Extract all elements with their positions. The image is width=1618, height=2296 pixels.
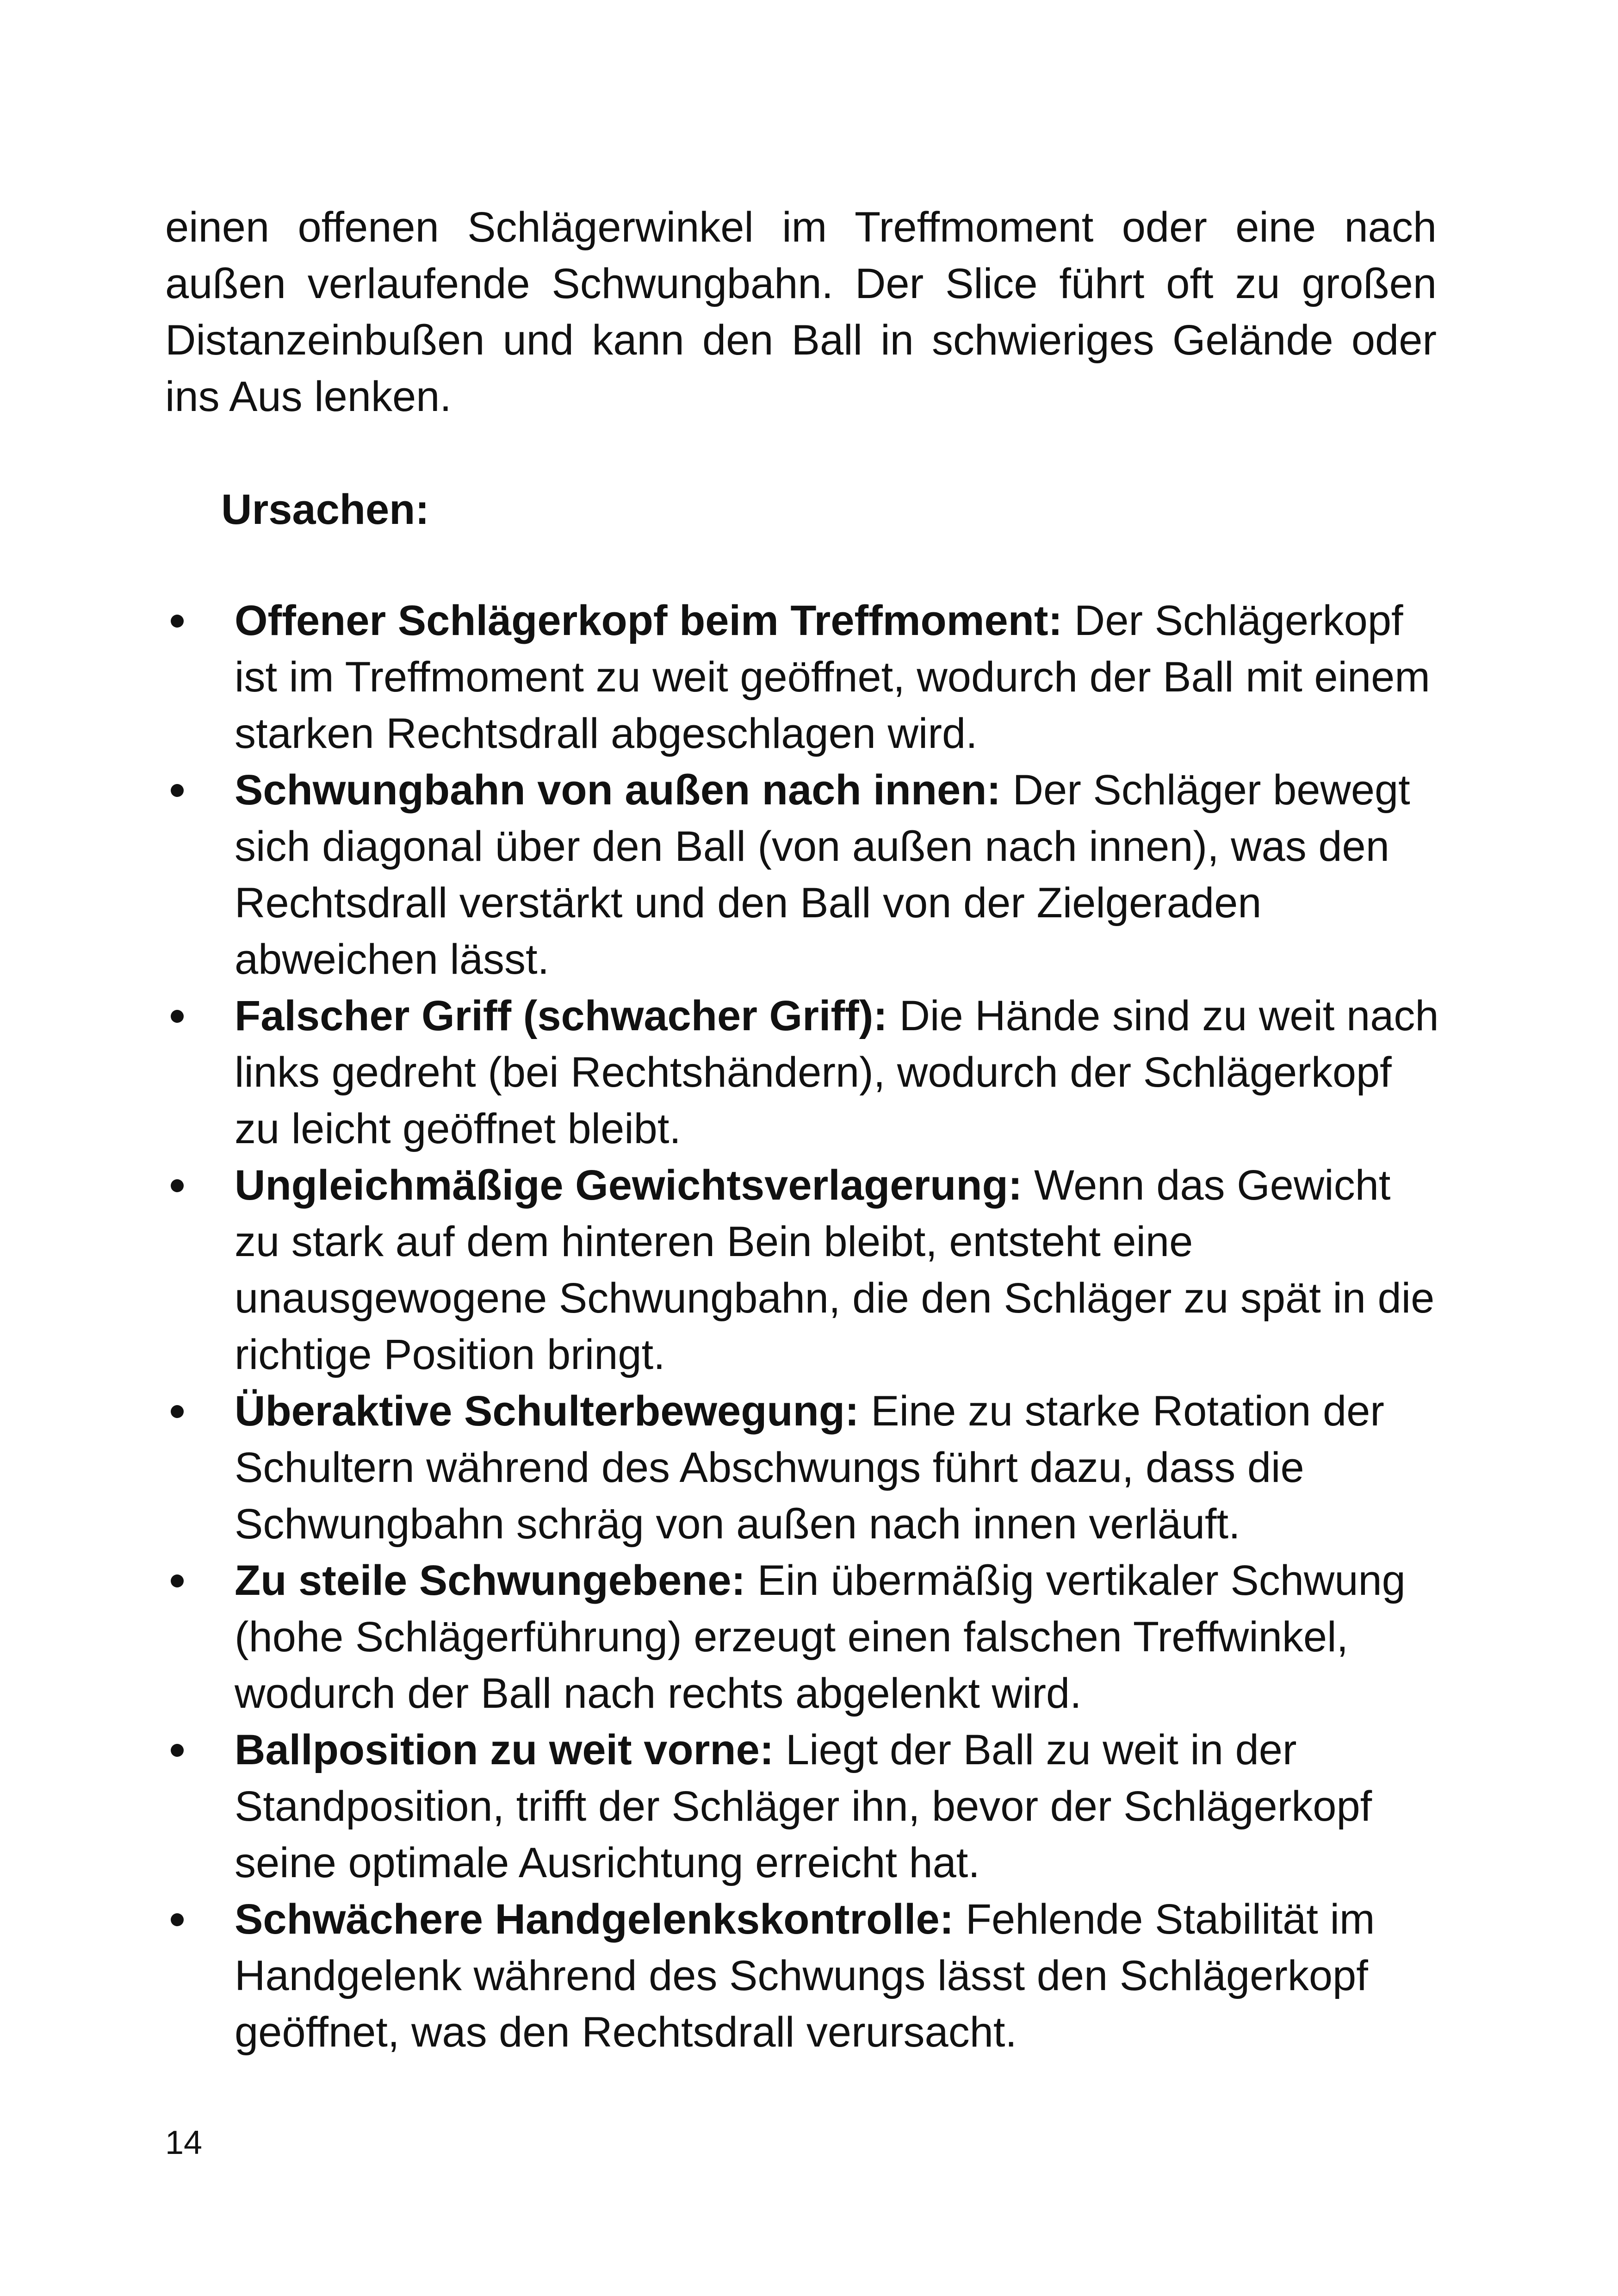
bullet-icon: [171, 1010, 184, 1023]
bullet-icon: [171, 1405, 184, 1418]
cause-title: Zu steile Schwungebene:: [235, 1557, 746, 1604]
list-item: [165, 1157, 1442, 1383]
intro-paragraph: einen offenen Schlägerwinkel im Treffmoment oder eine nach außen verlaufende Schwungbahn. Der Slice führt oft zu großen Distanzeinbußen und kann den Ball in schwieriges Gelände oder ins Aus lenken.: [165, 204, 1437, 420]
cause-text: Die Hände sind zu weit nach links gedreht (bei Rechtshändern), wodurch der Schlägerkopf zu leicht geöffnet bleibt.: [235, 992, 1439, 1152]
cause-title: Schwächere Handgelenkskontrolle:: [235, 1896, 954, 1943]
cause-text: Eine zu starke Rotation der Schultern während des Abschwungs führt dazu, dass die Schwungbahn schräg von außen nach innen verläuft.: [235, 1388, 1384, 1548]
bullet-icon: [171, 1744, 184, 1757]
cause-text: Der Schläger bewegt sich diagonal über den Ball (von außen nach innen), was den Rechtsdrall verstärkt und den Ball von der Zielgeraden abweichen lässt.: [235, 766, 1410, 983]
cause-text: Der Schlägerkopf ist im Treffmoment zu weit geöffnet, wodurch der Ball mit einem starken Rechtsdrall abgeschlagen wird.: [235, 597, 1430, 757]
list-item: [165, 592, 1442, 762]
bullet-icon: [171, 1574, 184, 1587]
causes-list: [165, 592, 1442, 2060]
list-item: [165, 762, 1442, 988]
page-number: 14: [165, 2124, 203, 2161]
cause-text: Ein übermäßig vertikaler Schwung (hohe Schlägerführung) erzeugt einen falschen Treffwinkel, wodurch der Ball nach rechts abgelenkt wird.: [235, 1557, 1406, 1717]
cause-title: Ballposition zu weit vorne:: [235, 1726, 774, 1773]
list-item: [165, 1552, 1442, 1722]
cause-text: Liegt der Ball zu weit in der Standposition, trifft der Schläger ihn, bevor der Schlägerkopf seine optimale Ausrichtung erreicht hat.: [235, 1726, 1372, 1886]
bullet-icon: [171, 1913, 184, 1926]
cause-title: Falscher Griff (schwacher Griff):: [235, 992, 887, 1039]
cause-text: Fehlende Stabilität im Handgelenk während des Schwungs lässt den Schlägerkopf geöffnet, was den Rechtsdrall verursacht.: [235, 1896, 1375, 2056]
list-item: [165, 988, 1442, 1157]
cause-title: Ungleichmäßige Gewichtsverlagerung:: [235, 1162, 1023, 1209]
bullet-icon: [171, 1179, 184, 1192]
list-item: [165, 1891, 1442, 2060]
cause-title: Offener Schlägerkopf beim Treffmoment:: [235, 597, 1063, 644]
cause-title: Überaktive Schulterbewegung:: [235, 1388, 859, 1435]
cause-text: Wenn das Gewicht zu stark auf dem hinteren Bein bleibt, entsteht eine unausgewogene Schwungbahn, die den Schläger zu spät in die richtige Position bringt.: [235, 1162, 1435, 1378]
section-heading: Ursachen:: [221, 486, 429, 533]
list-item: [165, 1383, 1442, 1552]
cause-title: Schwungbahn von außen nach innen:: [235, 766, 1001, 814]
bullet-icon: [171, 784, 184, 797]
list-item: [165, 1722, 1442, 1891]
bullet-icon: [171, 615, 184, 628]
